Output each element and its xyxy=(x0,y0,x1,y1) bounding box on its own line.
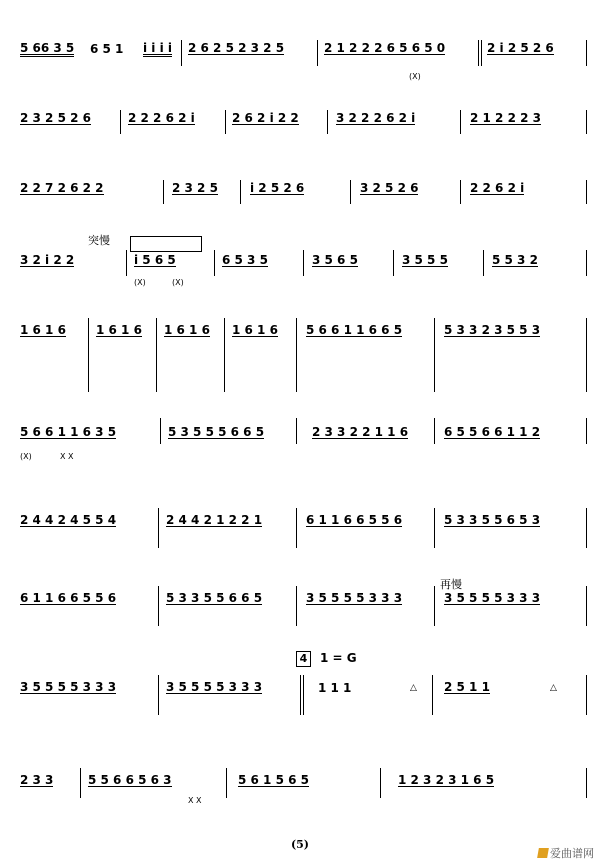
note-group: 2 2 7 2 6 2 2 xyxy=(20,181,104,195)
barline xyxy=(156,318,157,392)
technique-mark: X X xyxy=(188,796,202,805)
barline xyxy=(158,586,159,626)
barline xyxy=(327,110,328,134)
technique-mark: (X) xyxy=(20,452,32,461)
note-group: 6 1 1 6 6 5 5 6 xyxy=(20,591,117,605)
bracket-box xyxy=(130,236,202,252)
barline xyxy=(350,180,351,204)
note-group: i i i i xyxy=(143,41,172,55)
staff-row-5 xyxy=(0,318,600,398)
barline xyxy=(478,40,479,66)
note-group: 3 5 5 5 xyxy=(402,253,448,267)
barline xyxy=(120,110,121,134)
barline xyxy=(296,586,297,626)
note-group: 5 6 6 1 1 6 6 5 xyxy=(306,323,403,337)
barline xyxy=(224,318,225,392)
barline xyxy=(481,40,482,66)
barline xyxy=(432,675,433,715)
note-group: 3 2 i 2 2 xyxy=(20,253,75,267)
barline xyxy=(214,250,215,276)
barline xyxy=(460,110,461,134)
tempo-marking: 突慢 xyxy=(88,234,110,247)
barline xyxy=(158,675,159,715)
tempo-marking: 再慢 xyxy=(440,578,462,591)
staff-row-6 xyxy=(0,418,600,488)
barline xyxy=(434,318,435,392)
barline xyxy=(460,180,461,204)
barline xyxy=(80,768,81,798)
note-group: 2 3 3 2 2 1 1 6 xyxy=(312,425,409,439)
key-signature: 1 = G xyxy=(320,651,357,665)
note-group: 5 3 3 2 3 5 5 3 xyxy=(444,323,541,337)
note-group: 3 5 5 5 5 3 3 3 xyxy=(166,680,263,694)
barline xyxy=(586,180,587,204)
barline xyxy=(586,110,587,134)
barline xyxy=(181,40,182,66)
note-group: 2 5 1 1 xyxy=(444,680,490,694)
logo-icon xyxy=(537,848,549,858)
note-group: 2 1 2 2 2 3 xyxy=(470,111,541,125)
barline xyxy=(434,586,435,626)
barline xyxy=(586,40,587,66)
triangle-mark: △ xyxy=(550,683,557,693)
note-group: 6 5 3 5 xyxy=(222,253,268,267)
note-group: 1 1 1 xyxy=(318,681,352,695)
note-group: 3 5 6 5 xyxy=(312,253,358,267)
note-group: 3 2 5 2 6 xyxy=(360,181,419,195)
note-group: 5 3 3 5 5 6 5 3 xyxy=(444,513,541,527)
triangle-mark: △ xyxy=(410,683,417,693)
technique-mark: (X) xyxy=(409,72,421,81)
barline xyxy=(586,318,587,392)
note-group: 2 i 2 5 2 6 xyxy=(487,41,554,55)
staff-row-8 xyxy=(0,578,600,628)
barline xyxy=(586,586,587,626)
barline xyxy=(483,250,484,276)
barline xyxy=(586,768,587,798)
barline xyxy=(586,418,587,444)
barline xyxy=(303,250,304,276)
note-group: 1 6 1 6 xyxy=(96,323,142,337)
barline xyxy=(226,768,227,798)
note-group: 6 1 1 6 6 5 5 6 xyxy=(306,513,403,527)
note-group: 2 6 2 i 2 2 xyxy=(232,111,299,125)
note-group: 2 4 4 2 4 5 5 4 xyxy=(20,513,117,527)
barline xyxy=(296,318,297,392)
page-number: (5) xyxy=(290,838,310,851)
watermark-text: 爱曲谱网 xyxy=(550,847,594,860)
technique-mark: (X) xyxy=(134,278,146,287)
note-group: 1 6 1 6 xyxy=(164,323,210,337)
barline xyxy=(163,180,164,204)
note-group: i 5 6 5 xyxy=(134,253,176,267)
note-group: 3 5 5 5 5 3 3 3 xyxy=(20,680,117,694)
barline xyxy=(160,418,161,444)
barline xyxy=(434,418,435,444)
staff-row-4 xyxy=(0,232,600,292)
note-group: 3 5 5 5 5 3 3 3 xyxy=(306,591,403,605)
note-group: 1 2 3 2 3 1 6 5 xyxy=(398,773,495,787)
note-group: 5 5 3 2 xyxy=(492,253,538,267)
barline xyxy=(380,768,381,798)
note-group: 3 5 5 5 5 3 3 3 xyxy=(444,591,541,605)
note-group: 5 66 3 5 xyxy=(20,41,75,55)
barline xyxy=(296,508,297,548)
note-group: 6 5 1 xyxy=(90,42,124,56)
barline xyxy=(586,250,587,276)
note-group: 2 3 2 5 xyxy=(172,181,218,195)
note-group: 5 5 6 6 5 6 3 xyxy=(88,773,172,787)
barline xyxy=(434,508,435,548)
note-group: 5 3 5 5 5 6 6 5 xyxy=(168,425,265,439)
staff-row-2 xyxy=(0,110,600,140)
staff-row-9 xyxy=(0,675,600,735)
barline xyxy=(225,110,226,134)
site-watermark xyxy=(538,845,594,861)
barline xyxy=(88,318,89,392)
note-group: 2 1 2 2 2 6 5 6 5 0 xyxy=(324,41,446,55)
barline xyxy=(158,508,159,548)
barline xyxy=(586,508,587,548)
barline xyxy=(393,250,394,276)
note-group: 2 3 3 xyxy=(20,773,54,787)
barline xyxy=(240,180,241,204)
note-group: i 2 5 2 6 xyxy=(250,181,305,195)
barline xyxy=(586,675,587,715)
staff-row-1 xyxy=(0,40,600,80)
barline xyxy=(317,40,318,66)
note-group: 2 2 6 2 i xyxy=(470,181,525,195)
note-group: 2 2 2 6 2 i xyxy=(128,111,195,125)
technique-mark: (X) xyxy=(172,278,184,287)
section-number-box: 4 xyxy=(296,651,311,667)
staff-row-3 xyxy=(0,180,600,210)
note-group: 5 6 6 1 1 6 3 5 xyxy=(20,425,117,439)
note-group: 2 6 2 5 2 3 2 5 xyxy=(188,41,285,55)
barline xyxy=(300,675,301,715)
staff-row-10 xyxy=(0,760,600,820)
note-group: 1 6 1 6 xyxy=(232,323,278,337)
note-group: 3 2 2 2 6 2 i xyxy=(336,111,416,125)
technique-mark: X X xyxy=(60,452,74,461)
barline xyxy=(126,250,127,276)
barline xyxy=(303,675,304,715)
note-group: 1 6 1 6 xyxy=(20,323,66,337)
barline xyxy=(296,418,297,444)
note-group: 6 5 5 6 6 1 1 2 xyxy=(444,425,541,439)
note-group: 2 4 4 2 1 2 2 1 xyxy=(166,513,263,527)
note-group: 5 3 3 5 5 6 6 5 xyxy=(166,591,263,605)
note-group: 5 6 1 5 6 5 xyxy=(238,773,309,787)
note-group: 2 3 2 5 2 6 xyxy=(20,111,91,125)
staff-row-7 xyxy=(0,508,600,558)
